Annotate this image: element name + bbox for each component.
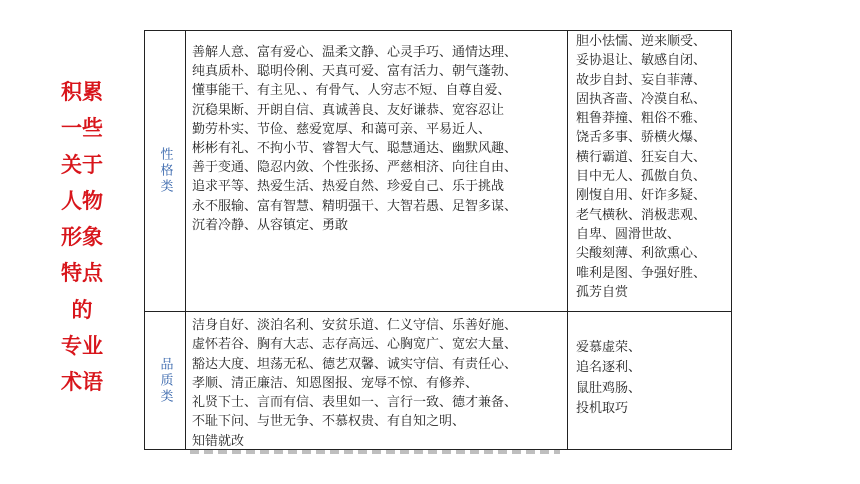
trait-line: 尖酸刻薄、利欲熏心、 — [576, 246, 707, 262]
trait-line: 勤劳朴实、节俭、慈爱宽厚、和蔼可亲、平易近人、 — [192, 121, 492, 137]
trait-line: 不耻下问、与世无争、不慕权贵、有自知之明、 — [192, 414, 466, 430]
positive-traits-cell — [186, 312, 568, 449]
category-label: 品质类 — [157, 356, 173, 405]
trait-line: 沉着冷静、从容镇定、勇敢 — [192, 217, 349, 233]
trait-line: 纯真质朴、聪明伶俐、天真可爱、富有活力、朝气蓬勃、 — [192, 64, 518, 80]
trait-line: 永不服输、富有智慧、精明强干、大智若愚、足智多谋、 — [192, 198, 518, 214]
trait-line: 孤芳自赏 — [576, 284, 629, 300]
trait-line: 孝顺、清正廉洁、知恩图报、宠辱不惊、有修养、 — [192, 375, 479, 391]
vocabulary-table — [144, 30, 732, 450]
side-title-line: 关于 — [61, 152, 103, 177]
category-cell — [145, 31, 186, 311]
trait-line: 善解人意、富有爱心、温柔文静、心灵手巧、通情达理、 — [192, 45, 518, 60]
side-title-line: 专业 — [61, 334, 103, 359]
side-title — [44, 74, 120, 401]
trait-line: 妥协退让、敏感自闭、 — [576, 53, 707, 69]
cutoff-text-fragment — [190, 450, 560, 454]
category-label: 性格类 — [157, 147, 173, 195]
trait-line: 横行霸道、狂妄自大、 — [576, 149, 707, 165]
negative-traits-cell — [568, 312, 731, 449]
trait-line: 洁身自好、淡泊名利、安贫乐道、仁义守信、乐善好施、 — [192, 318, 518, 333]
trait-line: 故步自封、妄自菲薄、 — [576, 72, 707, 88]
trait-line: 虚怀若谷、胸有大志、志存高远、心胸宽广、宽宏大量、 — [192, 337, 518, 353]
negative-traits-cell — [568, 31, 731, 311]
trait-line: 鼠肚鸡肠、 — [576, 380, 642, 396]
side-title-line: 一些 — [61, 116, 103, 141]
trait-line: 懂事能干、有主见、、有骨气、人穷志不短、自尊自爱、 — [192, 83, 511, 99]
trait-line: 固执吝啬、冷漠自私、 — [576, 91, 707, 107]
trait-line: 礼贤下士、言而有信、表里如一、言行一致、德才兼备、 — [192, 395, 518, 411]
trait-line: 投机取巧 — [576, 400, 629, 416]
side-title-line: 特点 — [61, 261, 103, 286]
trait-line: 爱慕虚荣、 — [576, 340, 642, 355]
trait-line: 唯利是图、争强好胜、 — [576, 265, 707, 281]
side-title-line: 的 — [71, 297, 93, 322]
trait-line: 自卑、圆滑世故、 — [576, 226, 681, 242]
trait-line: 老气横秋、消极悲观、 — [576, 207, 707, 223]
trait-line: 目中无人、孤傲自负、 — [576, 169, 707, 185]
trait-line: 饶舌多事、骄横火爆、 — [576, 130, 707, 146]
category-cell — [145, 312, 186, 449]
trait-line: 胆小怯懦、逆来顺受、 — [576, 34, 707, 49]
side-title-line: 人物 — [61, 188, 103, 213]
trait-line: 追求平等、热爱生活、热爱自然、珍爱自己、乐于挑战 — [192, 179, 505, 195]
trait-line: 刚愎自用、奸诈多疑、 — [576, 188, 707, 204]
side-title-line: 积累 — [61, 80, 103, 104]
trait-line: 豁达大度、坦荡无私、德艺双馨、诚实守信、有责任心、 — [192, 356, 518, 372]
trait-line: 粗鲁莽撞、粗俗不雅、 — [576, 111, 707, 127]
side-title-line: 形象 — [61, 225, 103, 250]
table-row-personality — [145, 31, 731, 312]
trait-line: 善于变通、隐忍内敛、个性张扬、严慈相济、向往自由、 — [192, 160, 518, 176]
positive-traits-cell — [186, 31, 568, 311]
trait-line: 沉稳果断、开朗自信、真诚善良、友好谦恭、宽容忍让 — [192, 102, 505, 118]
trait-line: 彬彬有礼、不拘小节、睿智大气、聪慧通达、幽默风趣、 — [192, 141, 518, 157]
trait-line: 追名逐利、 — [576, 360, 642, 376]
table-row-character — [145, 312, 731, 449]
next-row-cutoff — [144, 450, 732, 458]
trait-line: 知错就改 — [192, 433, 245, 449]
side-title-line: 术语 — [61, 370, 103, 395]
